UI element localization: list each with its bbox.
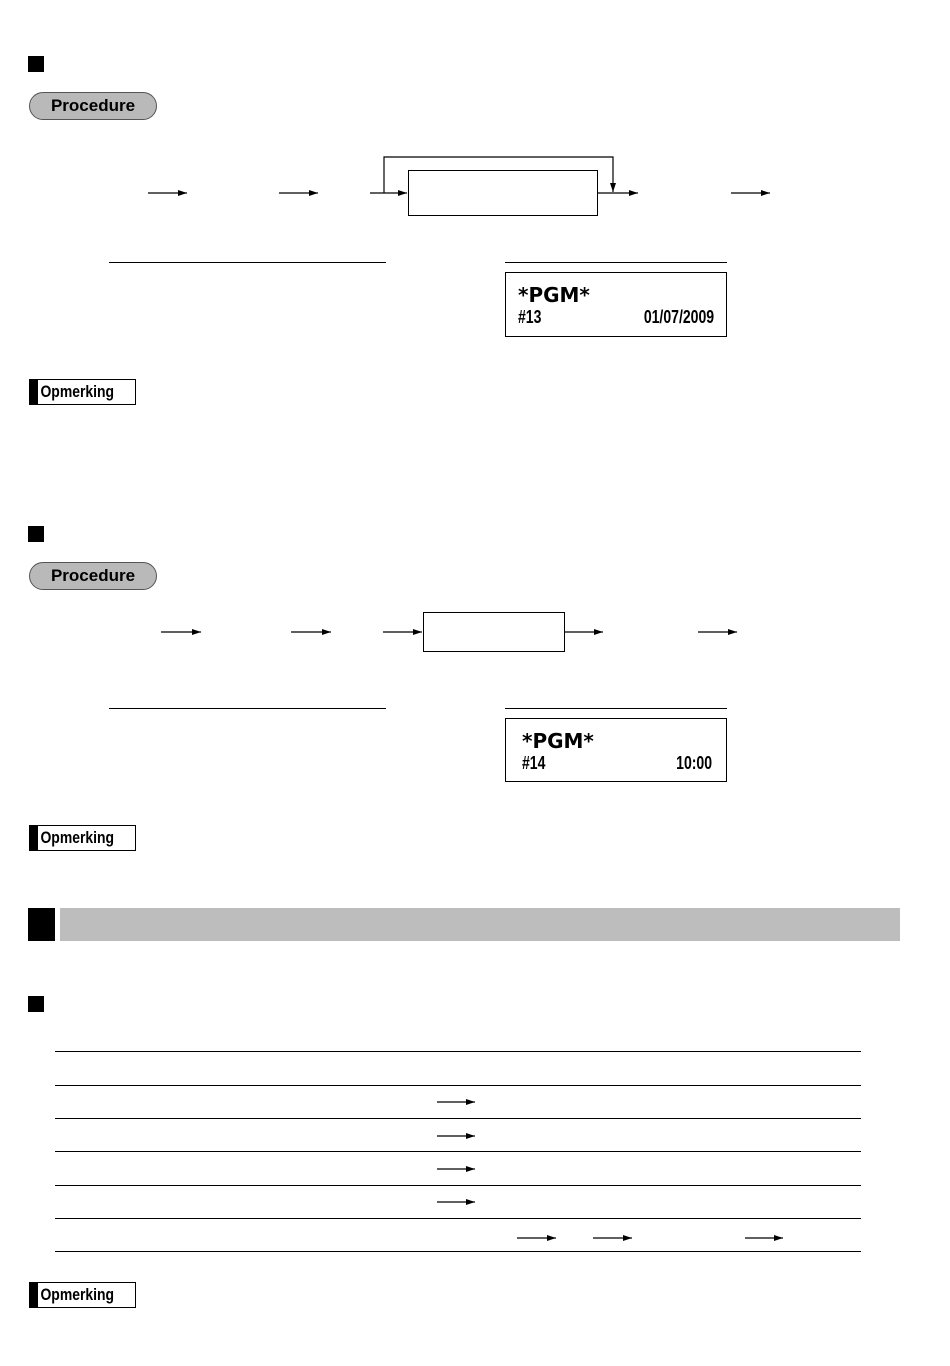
receipt-header: *PGM* — [518, 283, 590, 307]
receipt-number: #13 — [518, 307, 542, 327]
receipt-time: 10:00 — [676, 753, 712, 773]
procedure-label: Procedure — [29, 562, 157, 590]
note-text: Opmerking — [40, 828, 115, 847]
receipt-date: 01/07/2009 — [643, 307, 714, 327]
receipt-number: #14 — [522, 753, 546, 773]
loop-arrow-icon — [384, 157, 613, 193]
note-text: Opmerking — [40, 382, 115, 401]
note-text: Opmerking — [40, 1285, 115, 1304]
receipt-header: *PGM* — [522, 729, 594, 753]
procedure-label: Procedure — [29, 92, 157, 120]
